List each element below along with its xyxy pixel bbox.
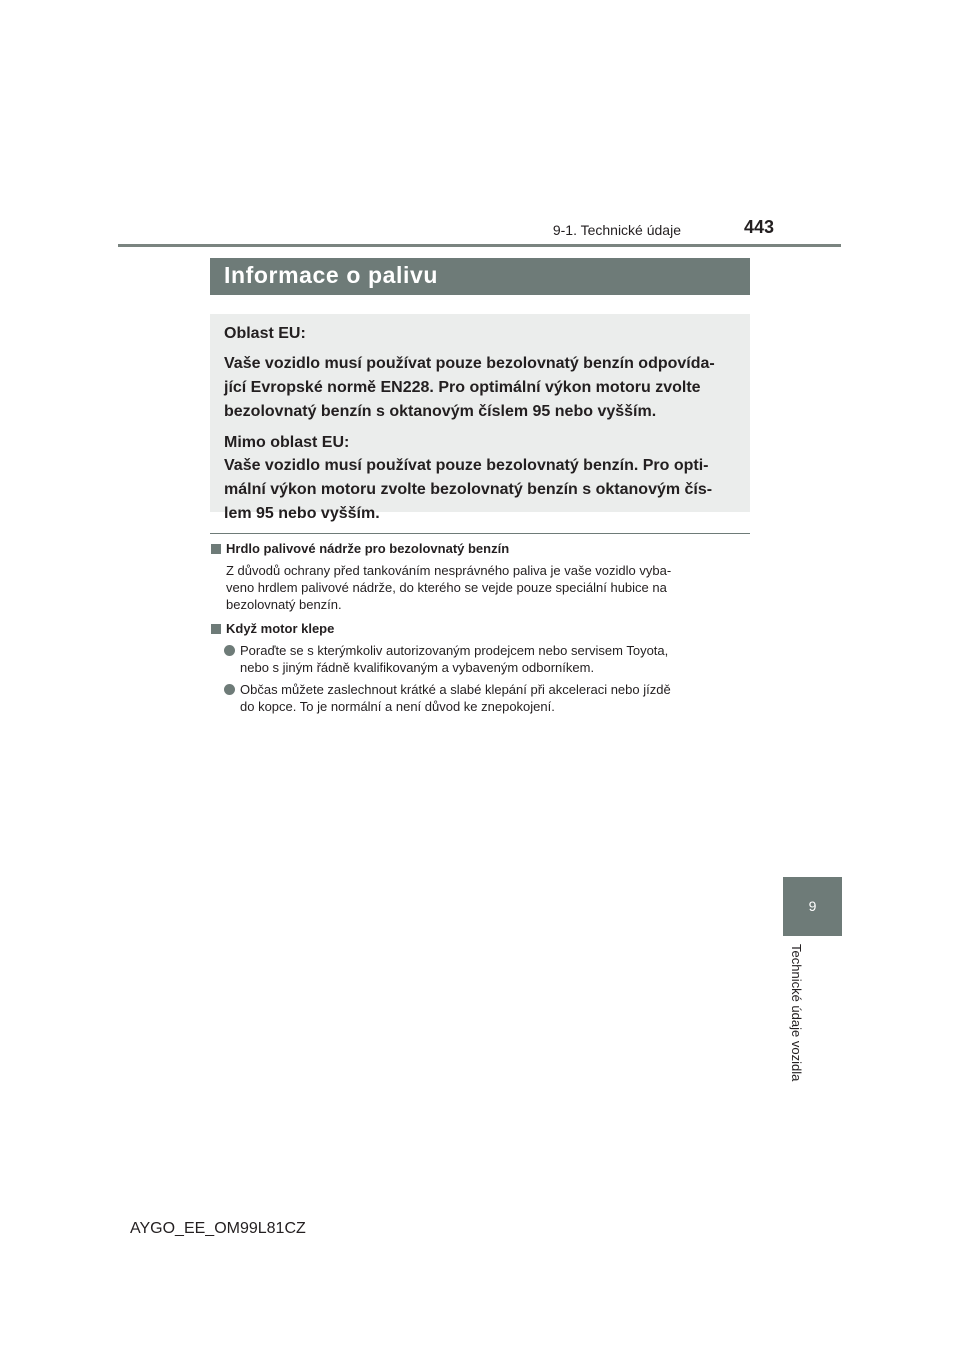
list-item bbox=[210, 642, 750, 676]
note-heading-text: Hrdlo palivové nádrže pro bezolovnatý benzín bbox=[226, 541, 510, 556]
note-text-line: bezolovnatý benzín. bbox=[226, 597, 342, 612]
note-heading-fuel-filler bbox=[210, 540, 750, 558]
list-item-line: nebo s jiným řádně kvalifikovaným a vybaveným odborníkem. bbox=[240, 660, 595, 675]
eu-text-line: jící Evropské normě EN228. Pro optimální výkon motoru zvolte bbox=[224, 379, 701, 396]
list-item-line: Poraďte se s kterýmkoliv autorizovaným prodejcem nebo servisem Toyota, bbox=[240, 643, 669, 658]
chapter-tab bbox=[783, 877, 842, 936]
list-item-line: Občas můžete zaslechnout krátké a slabé klepání při akceleraci nebo jízdě bbox=[240, 682, 671, 697]
eu-text-line: bezolovnatý benzín s oktanovým číslem 95 nebo vyšším. bbox=[224, 403, 657, 420]
eu-text-line: Vaše vozidlo musí používat pouze bezolovnatý benzín odpovída- bbox=[224, 355, 715, 372]
chapter-number: 9 bbox=[808, 898, 817, 914]
section-title-bar bbox=[210, 258, 750, 295]
page-number: 443 bbox=[743, 217, 774, 237]
note-text-fuel-filler bbox=[210, 562, 750, 613]
chapter-label: Technické údaje vozidla bbox=[789, 944, 804, 1082]
note-text-line: veno hrdlem palivové nádrže, do kterého se vejde pouze speciální hubice na bbox=[226, 580, 667, 595]
circle-bullet-icon bbox=[224, 684, 235, 695]
document-code: AYGO_EE_OM99L81CZ bbox=[130, 1220, 306, 1237]
fuel-info-box bbox=[210, 314, 750, 522]
notes-section bbox=[210, 540, 750, 715]
note-heading-text: Když motor klepe bbox=[226, 621, 335, 636]
circle-bullet-icon bbox=[224, 645, 235, 656]
eu-heading: Oblast EU: bbox=[224, 325, 306, 342]
list-item-line: do kopce. To je normální a není důvod ke znepokojení. bbox=[240, 699, 555, 714]
eu-text bbox=[224, 352, 740, 424]
non-eu-text-line: lem 95 nebo vyšším. bbox=[224, 505, 380, 522]
non-eu-text bbox=[224, 454, 740, 526]
notes-divider bbox=[210, 533, 750, 534]
square-bullet-icon bbox=[211, 544, 221, 554]
header-section-title: 9-1. Technické údaje bbox=[552, 222, 681, 238]
non-eu-heading: Mimo oblast EU: bbox=[224, 434, 350, 451]
header-rule bbox=[118, 244, 841, 247]
list-item bbox=[210, 681, 750, 715]
section-title: Informace o palivu bbox=[224, 262, 439, 288]
note-heading-engine-knock bbox=[210, 620, 750, 638]
note-text-line: Z důvodů ochrany před tankováním nesprávného paliva je vaše vozidlo vyba- bbox=[226, 563, 672, 578]
square-bullet-icon bbox=[211, 624, 221, 634]
non-eu-text-line: Vaše vozidlo musí používat pouze bezolovnatý benzín. Pro opti- bbox=[224, 457, 709, 474]
non-eu-text-line: mální výkon motoru zvolte bezolovnatý benzín s oktanovým čís- bbox=[224, 481, 713, 498]
